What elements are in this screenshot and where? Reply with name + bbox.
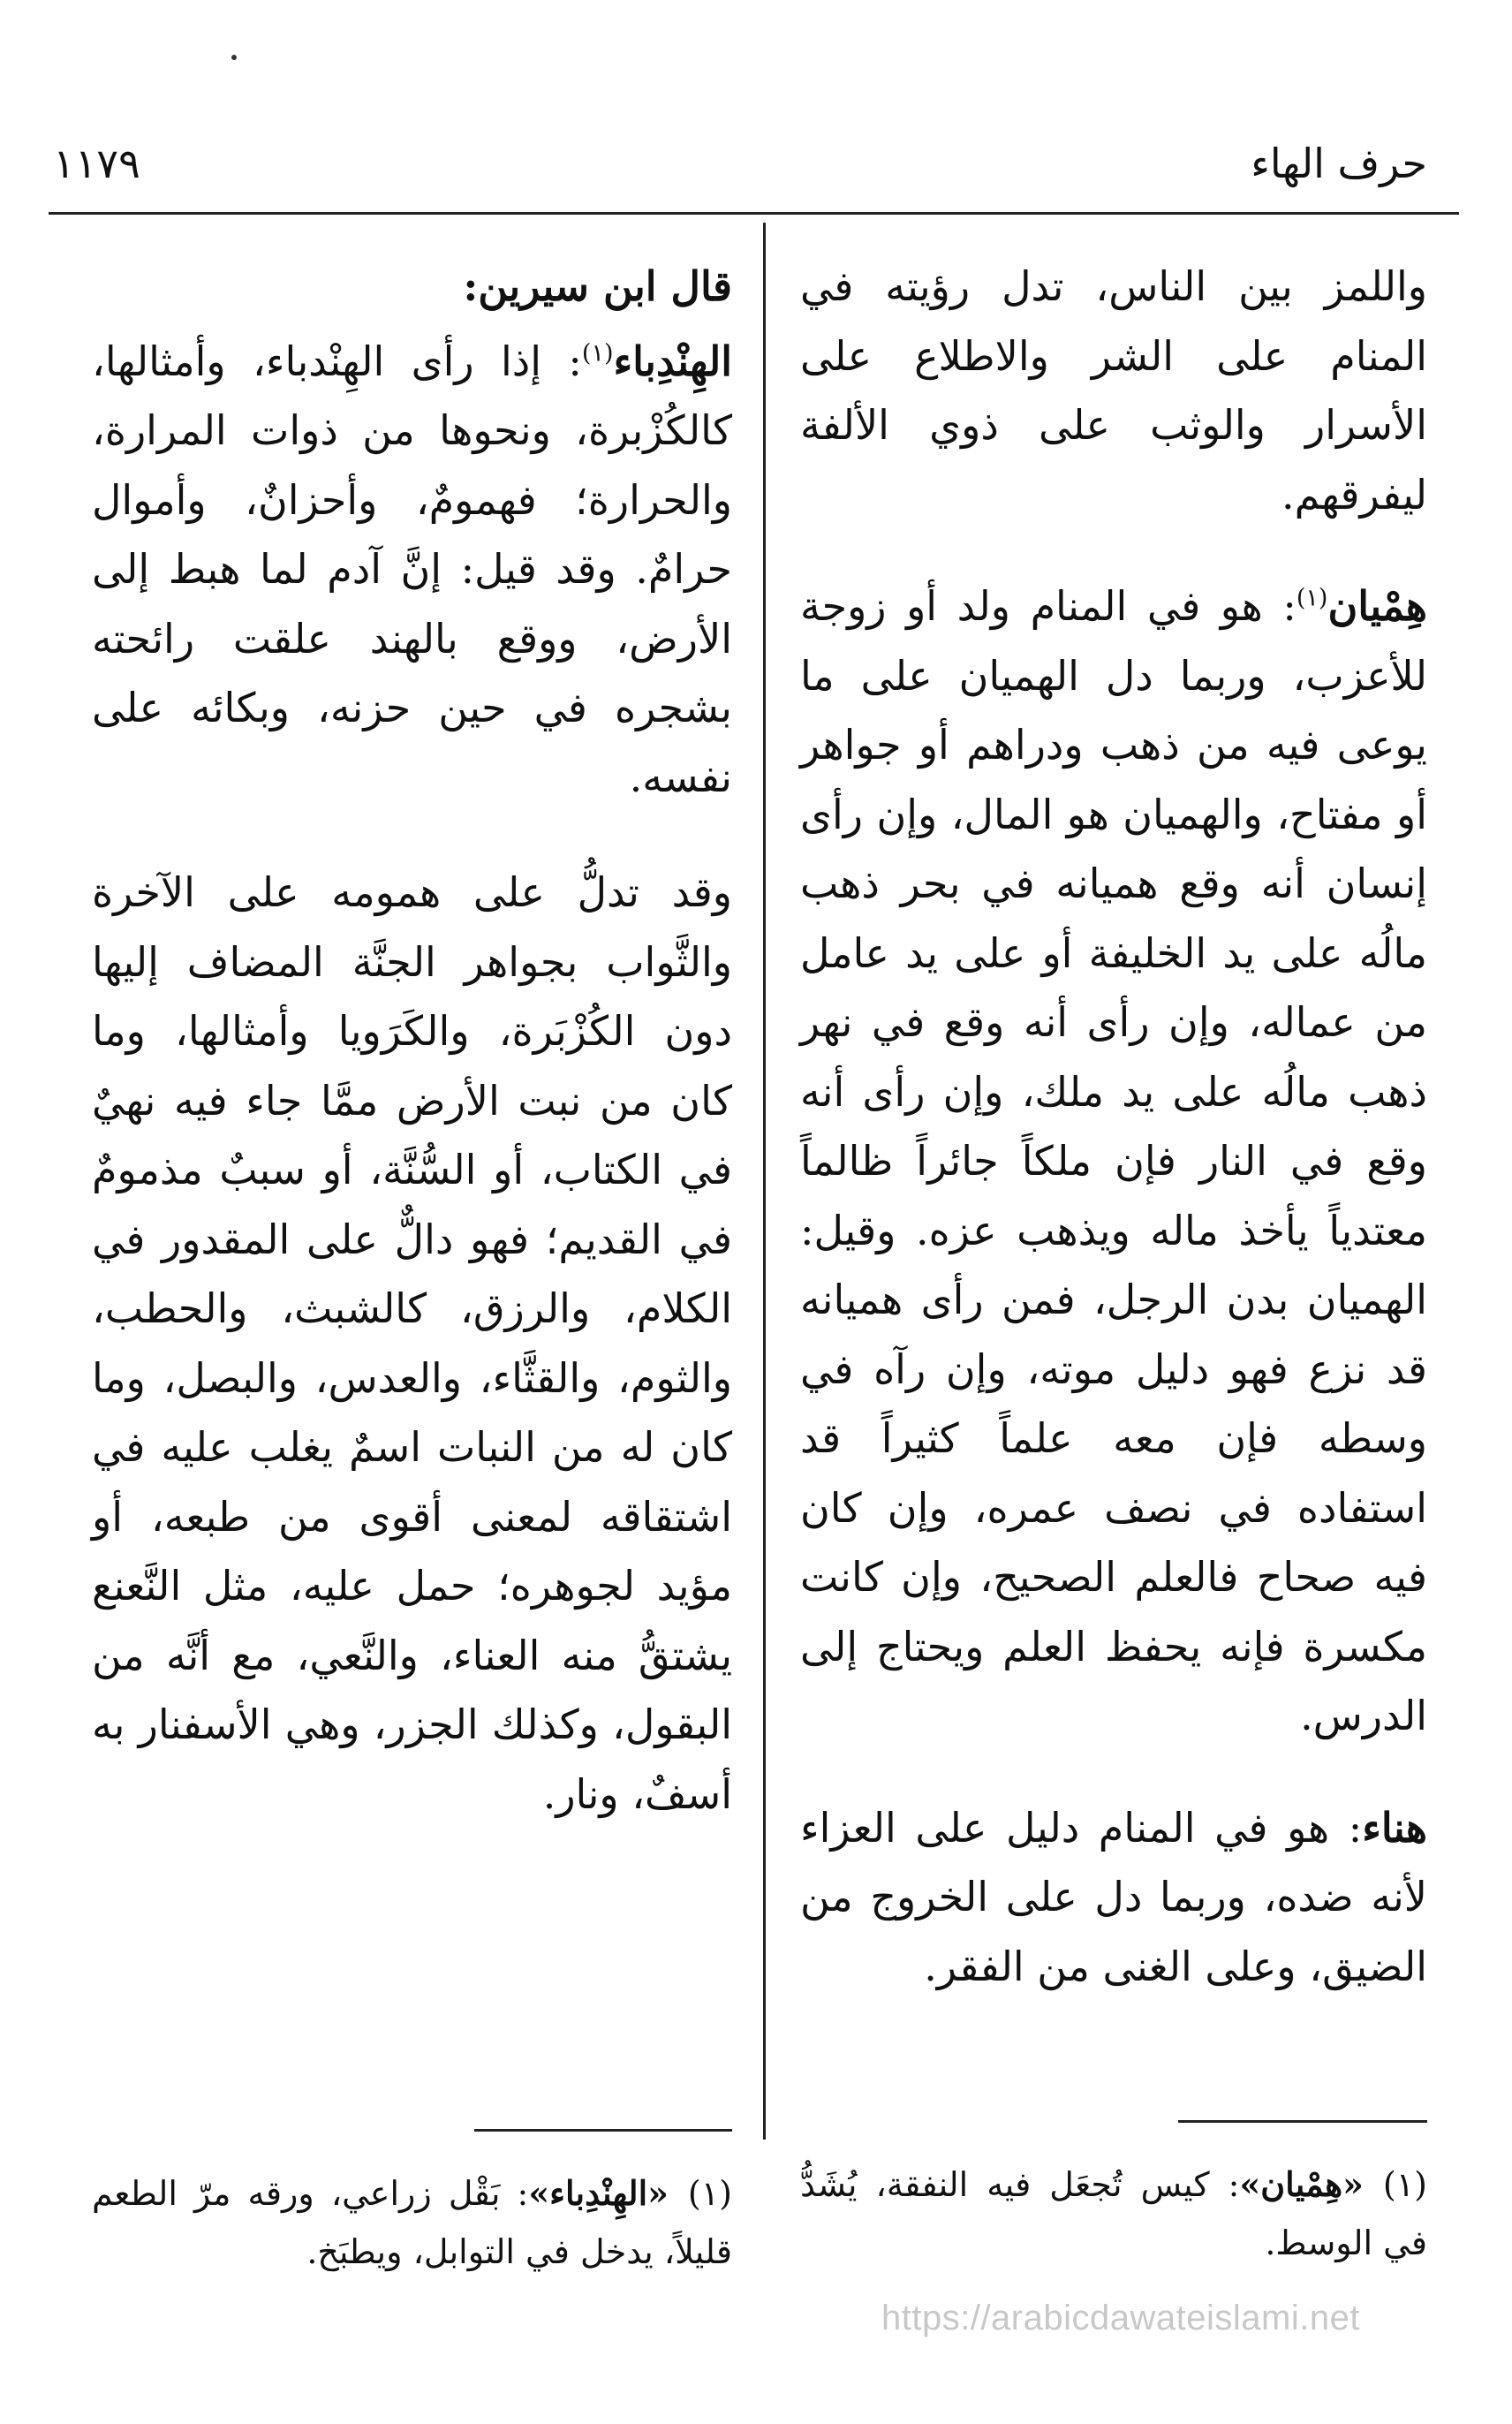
footnote-word: «هِمْيان» bbox=[1239, 2164, 1364, 2204]
entry-himyan bbox=[800, 572, 1427, 1751]
section-heading: قال ابن سيرين: bbox=[463, 262, 732, 310]
footnote-right bbox=[800, 2155, 1427, 2272]
footnote-text: : كيس تُجعَل فيه النفقة، يُشَدُّ في الوسط. bbox=[800, 2165, 1427, 2262]
footnote-text: : بَقْل زراعي، ورقه مرّ الطعم قليلاً، يدخل في التوابل، ويطبَخ. bbox=[92, 2174, 732, 2271]
entry-hana bbox=[800, 1793, 1427, 2002]
paragraph: واللمز بين الناس، تدل رؤيته في المنام على الشر والاطلاع على الأسرار والوثب على ذوي الألفة ليفرقهم. bbox=[800, 262, 1427, 519]
footnote-ref: (١) bbox=[1296, 584, 1328, 612]
footnote-ref: (١) bbox=[581, 339, 614, 367]
entry-text: : هو في المنام دليل على العزاء لأنه ضده، وربما دل على الخروج من الضيق، وعلى الغنى من الفقر. bbox=[800, 1803, 1427, 1990]
footnote-rule bbox=[474, 2129, 732, 2132]
footnote-left bbox=[92, 2164, 732, 2281]
running-header-title: حرف الهاء bbox=[1251, 140, 1427, 187]
column-divider bbox=[763, 223, 766, 2140]
footnote-rule bbox=[1178, 2120, 1427, 2123]
paragraph: وقد تدلُّ على همومه على الآخرة والثَّواب بجواهر الجنَّة المضاف إليها دون الكُزْبَرة، والكَرَويا وأمثالها، وما كان من نبت الأرض ممَّا جاء فيه نهيٌ في الكتاب، أو السُّنَّة، أو سببٌ مذمومٌ في القديم؛ فهو دالٌّ على المقدور في الكلام، والرزق، كالشبث، والحطب، والثوم، والقثَّاء، والعدس، والبصل، وما كان له من النبات اسمٌ يغلب عليه في اشتقاقه لمعنى أقوى من طبعه، أو مؤيد لجوهره؛ حمل عليه، مثل النَّعنع يشتقُّ منه العناء، والنَّعي، مع أنَّه من البقول، وكذلك الجزر، وهي الأسفنار به أسفٌ، ونار. bbox=[92, 868, 732, 1818]
footnote-number: (١) bbox=[687, 2174, 732, 2213]
entry-word: هِمْيان bbox=[1327, 582, 1427, 630]
watermark-url: https://arabicdawateislami.net bbox=[881, 2299, 1360, 2337]
entry-word: الهِنْدِباء bbox=[613, 337, 732, 385]
scan-speck bbox=[231, 55, 237, 60]
header-rule bbox=[49, 212, 1459, 215]
left-column bbox=[92, 252, 732, 1829]
entry-word: هناء bbox=[1362, 1803, 1427, 1852]
entry-hindiba bbox=[92, 327, 732, 813]
page-number: ١١٧٩ bbox=[53, 140, 140, 187]
entry-text: : إذا رأى الهِنْدباء، وأمثالها، كالكُزْبرة، ونحوها من ذوات المرارة، والحرارة؛ فهمومٌ، وأحزانٌ، وأموال حرامٌ. وقد قيل: إنَّ آدم لما هبط إلى الأرض، ووقع بالهند علقت رائحته بشجره في حين حزنه، وبكائه على نفسه. bbox=[92, 337, 732, 801]
footnote-word: «الهِنْدِباء» bbox=[528, 2173, 669, 2213]
right-column bbox=[800, 252, 1427, 2001]
footnote-number: (١) bbox=[1382, 2165, 1427, 2204]
entry-text: : هو في المنام ولد أو زوجة للأعزب، وربما دل الهميان على ما يوعى فيه من ذهب ودراهم أو جواهر أو مفتاح، والهميان هو المال، وإن رأى إنسان أنه وقع هميانه في بحر ذهب مالُه على يد الخليفة أو على يد عامل من عماله، وإن رأى أنه وقع في نهر ذهب مالُه على يد ملك، وإن رأى أنه وقع في النار فإن ملكاً جائراً ظالماً معتدياً يأخذ ماله ويذهب عزه. وقيل: الهميان بدن الرجل، فمن رأى هميانه قد نزع فهو دليل موته، وإن رآه في وسطه فإن معه علماً كثيراً قد استفاده في نصف عمره، وإن كان فيه صحاح فالعلم الصحيح، وإن كانت مكسرة فإنه يحفظ العلم ويحتاج إلى الدرس. bbox=[800, 582, 1427, 1739]
